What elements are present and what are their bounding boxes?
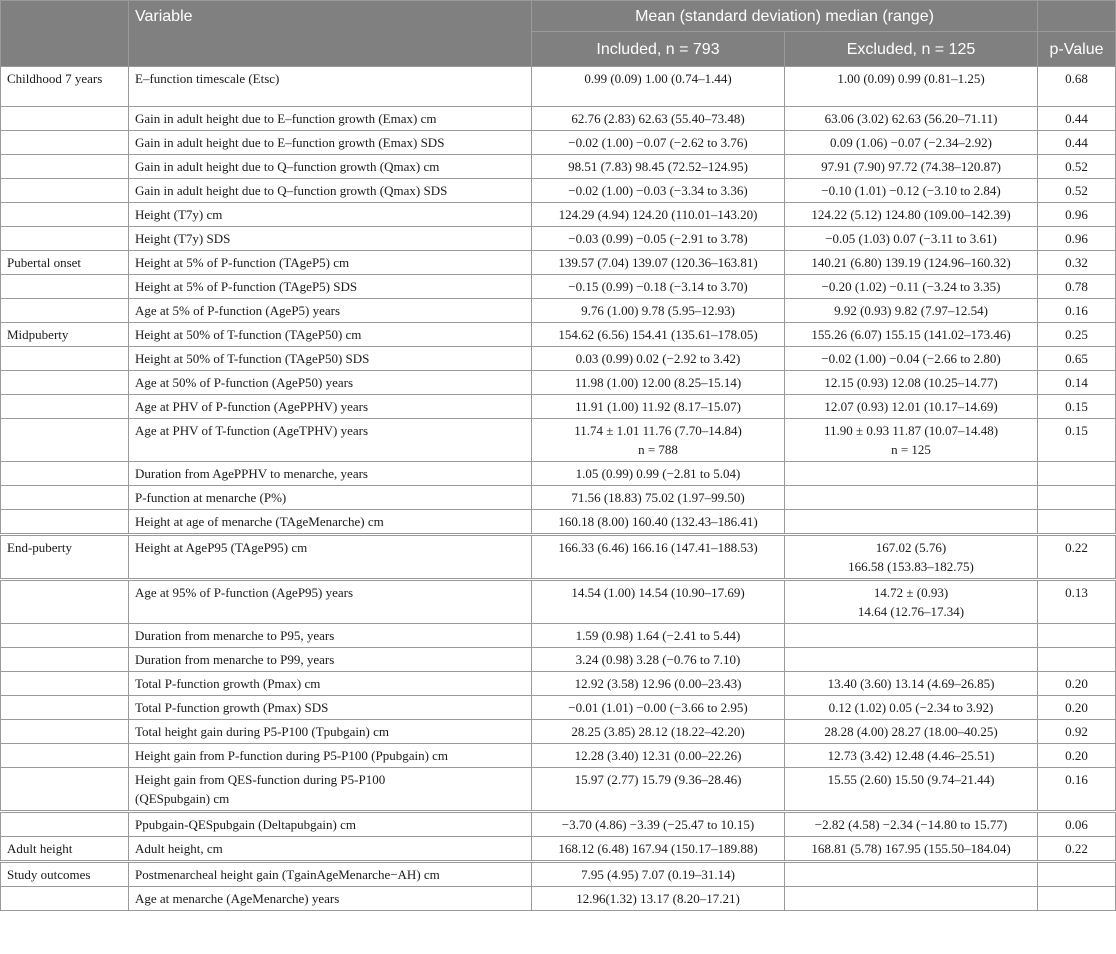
table-row [1, 535, 1116, 580]
excluded-cell: 0.09 (1.06) −0.07 (−2.34–2.92) [785, 131, 1038, 155]
category-cell [1, 486, 129, 510]
table-row [1, 624, 1116, 648]
included-cell: −0.15 (0.99) −0.18 (−3.14 to 3.70) [532, 275, 785, 299]
excluded-cell [785, 887, 1038, 911]
variable-cell: Duration from menarche to P99, years [129, 648, 532, 672]
table-row [1, 744, 1116, 768]
category-cell [1, 419, 129, 462]
table-row [1, 696, 1116, 720]
table-row [1, 179, 1116, 203]
table-row [1, 323, 1116, 347]
included-cell: 12.28 (3.40) 12.31 (0.00–22.26) [532, 744, 785, 768]
category-cell [1, 179, 129, 203]
table-row [1, 371, 1116, 395]
included-cell: 166.33 (6.46) 166.16 (147.41–188.53) [532, 535, 785, 580]
pvalue-cell: 0.15 [1038, 419, 1116, 462]
pvalue-cell: 0.20 [1038, 744, 1116, 768]
included-cell: 7.95 (4.95) 7.07 (0.19–31.14) [532, 862, 785, 887]
excluded-cell: 9.92 (0.93) 9.82 (7.97–12.54) [785, 299, 1038, 323]
pvalue-cell: 0.06 [1038, 812, 1116, 837]
excluded-cell [785, 648, 1038, 672]
pvalue-cell: 0.78 [1038, 275, 1116, 299]
variable-cell: Gain in adult height due to Q–function growth (Qmax) SDS [129, 179, 532, 203]
included-cell: 11.74 ± 1.01 11.76 (7.70–14.84) n = 788 [532, 419, 785, 462]
category-cell [1, 768, 129, 812]
pvalue-cell: 0.65 [1038, 347, 1116, 371]
included-cell: 1.05 (0.99) 0.99 (−2.81 to 5.04) [532, 462, 785, 486]
header-excluded: Excluded, n = 125 [785, 32, 1038, 67]
category-cell [1, 580, 129, 624]
included-cell: 160.18 (8.00) 160.40 (132.43–186.41) [532, 510, 785, 535]
pvalue-cell [1038, 862, 1116, 887]
variable-cell: Gain in adult height due to E–function growth (Emax) SDS [129, 131, 532, 155]
included-cell: −0.02 (1.00) −0.03 (−3.34 to 3.36) [532, 179, 785, 203]
pvalue-cell: 0.16 [1038, 768, 1116, 812]
pvalue-cell: 0.52 [1038, 179, 1116, 203]
excluded-cell: −0.02 (1.00) −0.04 (−2.66 to 2.80) [785, 347, 1038, 371]
variable-cell: Total P-function growth (Pmax) cm [129, 672, 532, 696]
category-cell [1, 275, 129, 299]
variable-cell: Height at 5% of P-function (TAgeP5) SDS [129, 275, 532, 299]
pvalue-cell: 0.20 [1038, 696, 1116, 720]
category-cell [1, 203, 129, 227]
variable-cell: E–function timescale (Etsc) [129, 67, 532, 107]
table-row [1, 227, 1116, 251]
included-cell: 139.57 (7.04) 139.07 (120.36–163.81) [532, 251, 785, 275]
variable-cell: Gain in adult height due to Q–function growth (Qmax) cm [129, 155, 532, 179]
variable-cell: Height at 50% of T-function (TAgeP50) SDS [129, 347, 532, 371]
excluded-cell: 28.28 (4.00) 28.27 (18.00–40.25) [785, 720, 1038, 744]
category-cell [1, 347, 129, 371]
table-row [1, 299, 1116, 323]
category-cell: Midpuberty [1, 323, 129, 347]
pvalue-cell [1038, 510, 1116, 535]
table-row [1, 486, 1116, 510]
category-cell [1, 624, 129, 648]
category-cell [1, 812, 129, 837]
included-cell: −3.70 (4.86) −3.39 (−25.47 to 10.15) [532, 812, 785, 837]
excluded-cell: −2.82 (4.58) −2.34 (−14.80 to 15.77) [785, 812, 1038, 837]
table-row [1, 672, 1116, 696]
pvalue-cell: 0.25 [1038, 323, 1116, 347]
pvalue-cell: 0.68 [1038, 67, 1116, 107]
pvalue-cell: 0.14 [1038, 371, 1116, 395]
header-pvalue: p-Value [1038, 32, 1116, 67]
excluded-cell: 1.00 (0.09) 0.99 (0.81–1.25) [785, 67, 1038, 107]
header-variable: Variable [129, 1, 532, 67]
variable-cell: Height gain from P-function during P5-P100 (Ppubgain) cm [129, 744, 532, 768]
category-cell: End-puberty [1, 535, 129, 580]
variable-cell: Height (T7y) SDS [129, 227, 532, 251]
excluded-cell: 11.90 ± 0.93 11.87 (10.07–14.48) n = 125 [785, 419, 1038, 462]
variable-cell: Age at 50% of P-function (AgeP50) years [129, 371, 532, 395]
pvalue-cell: 0.13 [1038, 580, 1116, 624]
variable-cell: Height at 5% of P-function (TAgeP5) cm [129, 251, 532, 275]
table-row [1, 131, 1116, 155]
variable-cell: Duration from menarche to P95, years [129, 624, 532, 648]
category-cell [1, 887, 129, 911]
category-cell [1, 395, 129, 419]
included-cell: −0.03 (0.99) −0.05 (−2.91 to 3.78) [532, 227, 785, 251]
category-cell: Adult height [1, 837, 129, 862]
excluded-cell: 97.91 (7.90) 97.72 (74.38–120.87) [785, 155, 1038, 179]
variable-cell: Duration from AgePPHV to menarche, years [129, 462, 532, 486]
variable-cell: Height gain from QES-function during P5-P100 (QESpubgain) cm [129, 768, 532, 812]
excluded-cell: 168.81 (5.78) 167.95 (155.50–184.04) [785, 837, 1038, 862]
pvalue-cell: 0.44 [1038, 131, 1116, 155]
category-cell: Childhood 7 years [1, 67, 129, 107]
excluded-cell: 167.02 (5.76) 166.58 (153.83–182.75) [785, 535, 1038, 580]
excluded-cell: 12.07 (0.93) 12.01 (10.17–14.69) [785, 395, 1038, 419]
variable-cell: Height (T7y) cm [129, 203, 532, 227]
pvalue-cell: 0.22 [1038, 837, 1116, 862]
variable-cell: Age at PHV of P-function (AgePPHV) years [129, 395, 532, 419]
excluded-cell: −0.20 (1.02) −0.11 (−3.24 to 3.35) [785, 275, 1038, 299]
category-cell [1, 107, 129, 131]
category-cell: Study outcomes [1, 862, 129, 887]
table-row [1, 720, 1116, 744]
included-cell: 14.54 (1.00) 14.54 (10.90–17.69) [532, 580, 785, 624]
variable-cell: Postmenarcheal height gain (TgainAgeMenarche−AH) cm [129, 862, 532, 887]
excluded-cell: 63.06 (3.02) 62.63 (56.20–71.11) [785, 107, 1038, 131]
table-row [1, 462, 1116, 486]
table-row [1, 768, 1116, 812]
included-cell: 9.76 (1.00) 9.78 (5.95–12.93) [532, 299, 785, 323]
pvalue-cell: 0.52 [1038, 155, 1116, 179]
included-cell: 0.99 (0.09) 1.00 (0.74–1.44) [532, 67, 785, 107]
table-row [1, 837, 1116, 862]
variable-cell: Height at 50% of T-function (TAgeP50) cm [129, 323, 532, 347]
category-cell [1, 155, 129, 179]
header-blank-cell [1, 1, 129, 67]
excluded-cell [785, 624, 1038, 648]
table-row [1, 862, 1116, 887]
excluded-cell [785, 462, 1038, 486]
pvalue-cell: 0.20 [1038, 672, 1116, 696]
table-row [1, 395, 1116, 419]
excluded-cell: 124.22 (5.12) 124.80 (109.00–142.39) [785, 203, 1038, 227]
category-cell [1, 299, 129, 323]
variable-cell: Age at PHV of T-function (AgeTPHV) years [129, 419, 532, 462]
pvalue-cell: 0.96 [1038, 227, 1116, 251]
table-row [1, 155, 1116, 179]
excluded-cell: 15.55 (2.60) 15.50 (9.74–21.44) [785, 768, 1038, 812]
table-row [1, 347, 1116, 371]
included-cell: 98.51 (7.83) 98.45 (72.52–124.95) [532, 155, 785, 179]
category-cell [1, 371, 129, 395]
excluded-cell [785, 510, 1038, 535]
variable-cell: Total height gain during P5-P100 (Tpubgain) cm [129, 720, 532, 744]
excluded-cell: 14.72 ± (0.93) 14.64 (12.76–17.34) [785, 580, 1038, 624]
variable-cell: Total P-function growth (Pmax) SDS [129, 696, 532, 720]
pvalue-cell [1038, 887, 1116, 911]
included-cell: 3.24 (0.98) 3.28 (−0.76 to 7.10) [532, 648, 785, 672]
excluded-cell: 12.15 (0.93) 12.08 (10.25–14.77) [785, 371, 1038, 395]
included-cell: −0.02 (1.00) −0.07 (−2.62 to 3.76) [532, 131, 785, 155]
category-cell [1, 696, 129, 720]
variable-cell: P-function at menarche (P%) [129, 486, 532, 510]
included-cell: 1.59 (0.98) 1.64 (−2.41 to 5.44) [532, 624, 785, 648]
variable-cell: Height at AgeP95 (TAgeP95) cm [129, 535, 532, 580]
excluded-cell: −0.10 (1.01) −0.12 (−3.10 to 2.84) [785, 179, 1038, 203]
pvalue-cell [1038, 624, 1116, 648]
category-cell: Pubertal onset [1, 251, 129, 275]
category-cell [1, 744, 129, 768]
variable-cell: Gain in adult height due to E–function growth (Emax) cm [129, 107, 532, 131]
category-cell [1, 510, 129, 535]
header-included: Included, n = 793 [532, 32, 785, 67]
variable-cell: Age at 5% of P-function (AgeP5) years [129, 299, 532, 323]
table-row [1, 419, 1116, 462]
pvalue-cell: 0.92 [1038, 720, 1116, 744]
excluded-cell: 155.26 (6.07) 155.15 (141.02–173.46) [785, 323, 1038, 347]
included-cell: 62.76 (2.83) 62.63 (55.40–73.48) [532, 107, 785, 131]
table-row [1, 580, 1116, 624]
pvalue-cell: 0.22 [1038, 535, 1116, 580]
variable-cell: Ppubgain-QESpubgain (Deltapubgain) cm [129, 812, 532, 837]
variable-cell: Height at age of menarche (TAgeMenarche) cm [129, 510, 532, 535]
category-cell [1, 227, 129, 251]
included-cell: 28.25 (3.85) 28.12 (18.22–42.20) [532, 720, 785, 744]
category-cell [1, 672, 129, 696]
table-row [1, 203, 1116, 227]
table-row [1, 812, 1116, 837]
pvalue-cell [1038, 462, 1116, 486]
category-cell [1, 131, 129, 155]
header-group: Mean (standard deviation) median (range) [532, 1, 1038, 32]
included-cell: 0.03 (0.99) 0.02 (−2.92 to 3.42) [532, 347, 785, 371]
category-cell [1, 720, 129, 744]
pvalue-cell [1038, 648, 1116, 672]
pvalue-cell [1038, 486, 1116, 510]
variable-cell: Age at 95% of P-function (AgeP95) years [129, 580, 532, 624]
included-cell: −0.01 (1.01) −0.00 (−3.66 to 2.95) [532, 696, 785, 720]
pvalue-cell: 0.16 [1038, 299, 1116, 323]
table-row [1, 510, 1116, 535]
excluded-cell [785, 486, 1038, 510]
excluded-cell: 13.40 (3.60) 13.14 (4.69–26.85) [785, 672, 1038, 696]
excluded-cell [785, 862, 1038, 887]
table-row [1, 67, 1116, 107]
table-row [1, 887, 1116, 911]
excluded-cell: 12.73 (3.42) 12.48 (4.46–25.51) [785, 744, 1038, 768]
included-cell: 11.98 (1.00) 12.00 (8.25–15.14) [532, 371, 785, 395]
included-cell: 168.12 (6.48) 167.94 (150.17–189.88) [532, 837, 785, 862]
included-cell: 71.56 (18.83) 75.02 (1.97–99.50) [532, 486, 785, 510]
included-cell: 12.92 (3.58) 12.96 (0.00–23.43) [532, 672, 785, 696]
included-cell: 124.29 (4.94) 124.20 (110.01–143.20) [532, 203, 785, 227]
variable-cell: Adult height, cm [129, 837, 532, 862]
category-cell [1, 462, 129, 486]
excluded-cell: 0.12 (1.02) 0.05 (−2.34 to 3.92) [785, 696, 1038, 720]
pvalue-cell: 0.44 [1038, 107, 1116, 131]
excluded-cell: −0.05 (1.03) 0.07 (−3.11 to 3.61) [785, 227, 1038, 251]
table-row [1, 275, 1116, 299]
variable-cell: Age at menarche (AgeMenarche) years [129, 887, 532, 911]
pvalue-cell: 0.32 [1038, 251, 1116, 275]
excluded-cell: 140.21 (6.80) 139.19 (124.96–160.32) [785, 251, 1038, 275]
table-row [1, 648, 1116, 672]
included-cell: 11.91 (1.00) 11.92 (8.17–15.07) [532, 395, 785, 419]
pvalue-cell: 0.15 [1038, 395, 1116, 419]
pvalue-cell: 0.96 [1038, 203, 1116, 227]
included-cell: 154.62 (6.56) 154.41 (135.61–178.05) [532, 323, 785, 347]
included-cell: 15.97 (2.77) 15.79 (9.36–28.46) [532, 768, 785, 812]
header-pvalue-top [1038, 1, 1116, 32]
table-row [1, 107, 1116, 131]
category-cell [1, 648, 129, 672]
included-cell: 12.96(1.32) 13.17 (8.20–17.21) [532, 887, 785, 911]
table-row [1, 251, 1116, 275]
